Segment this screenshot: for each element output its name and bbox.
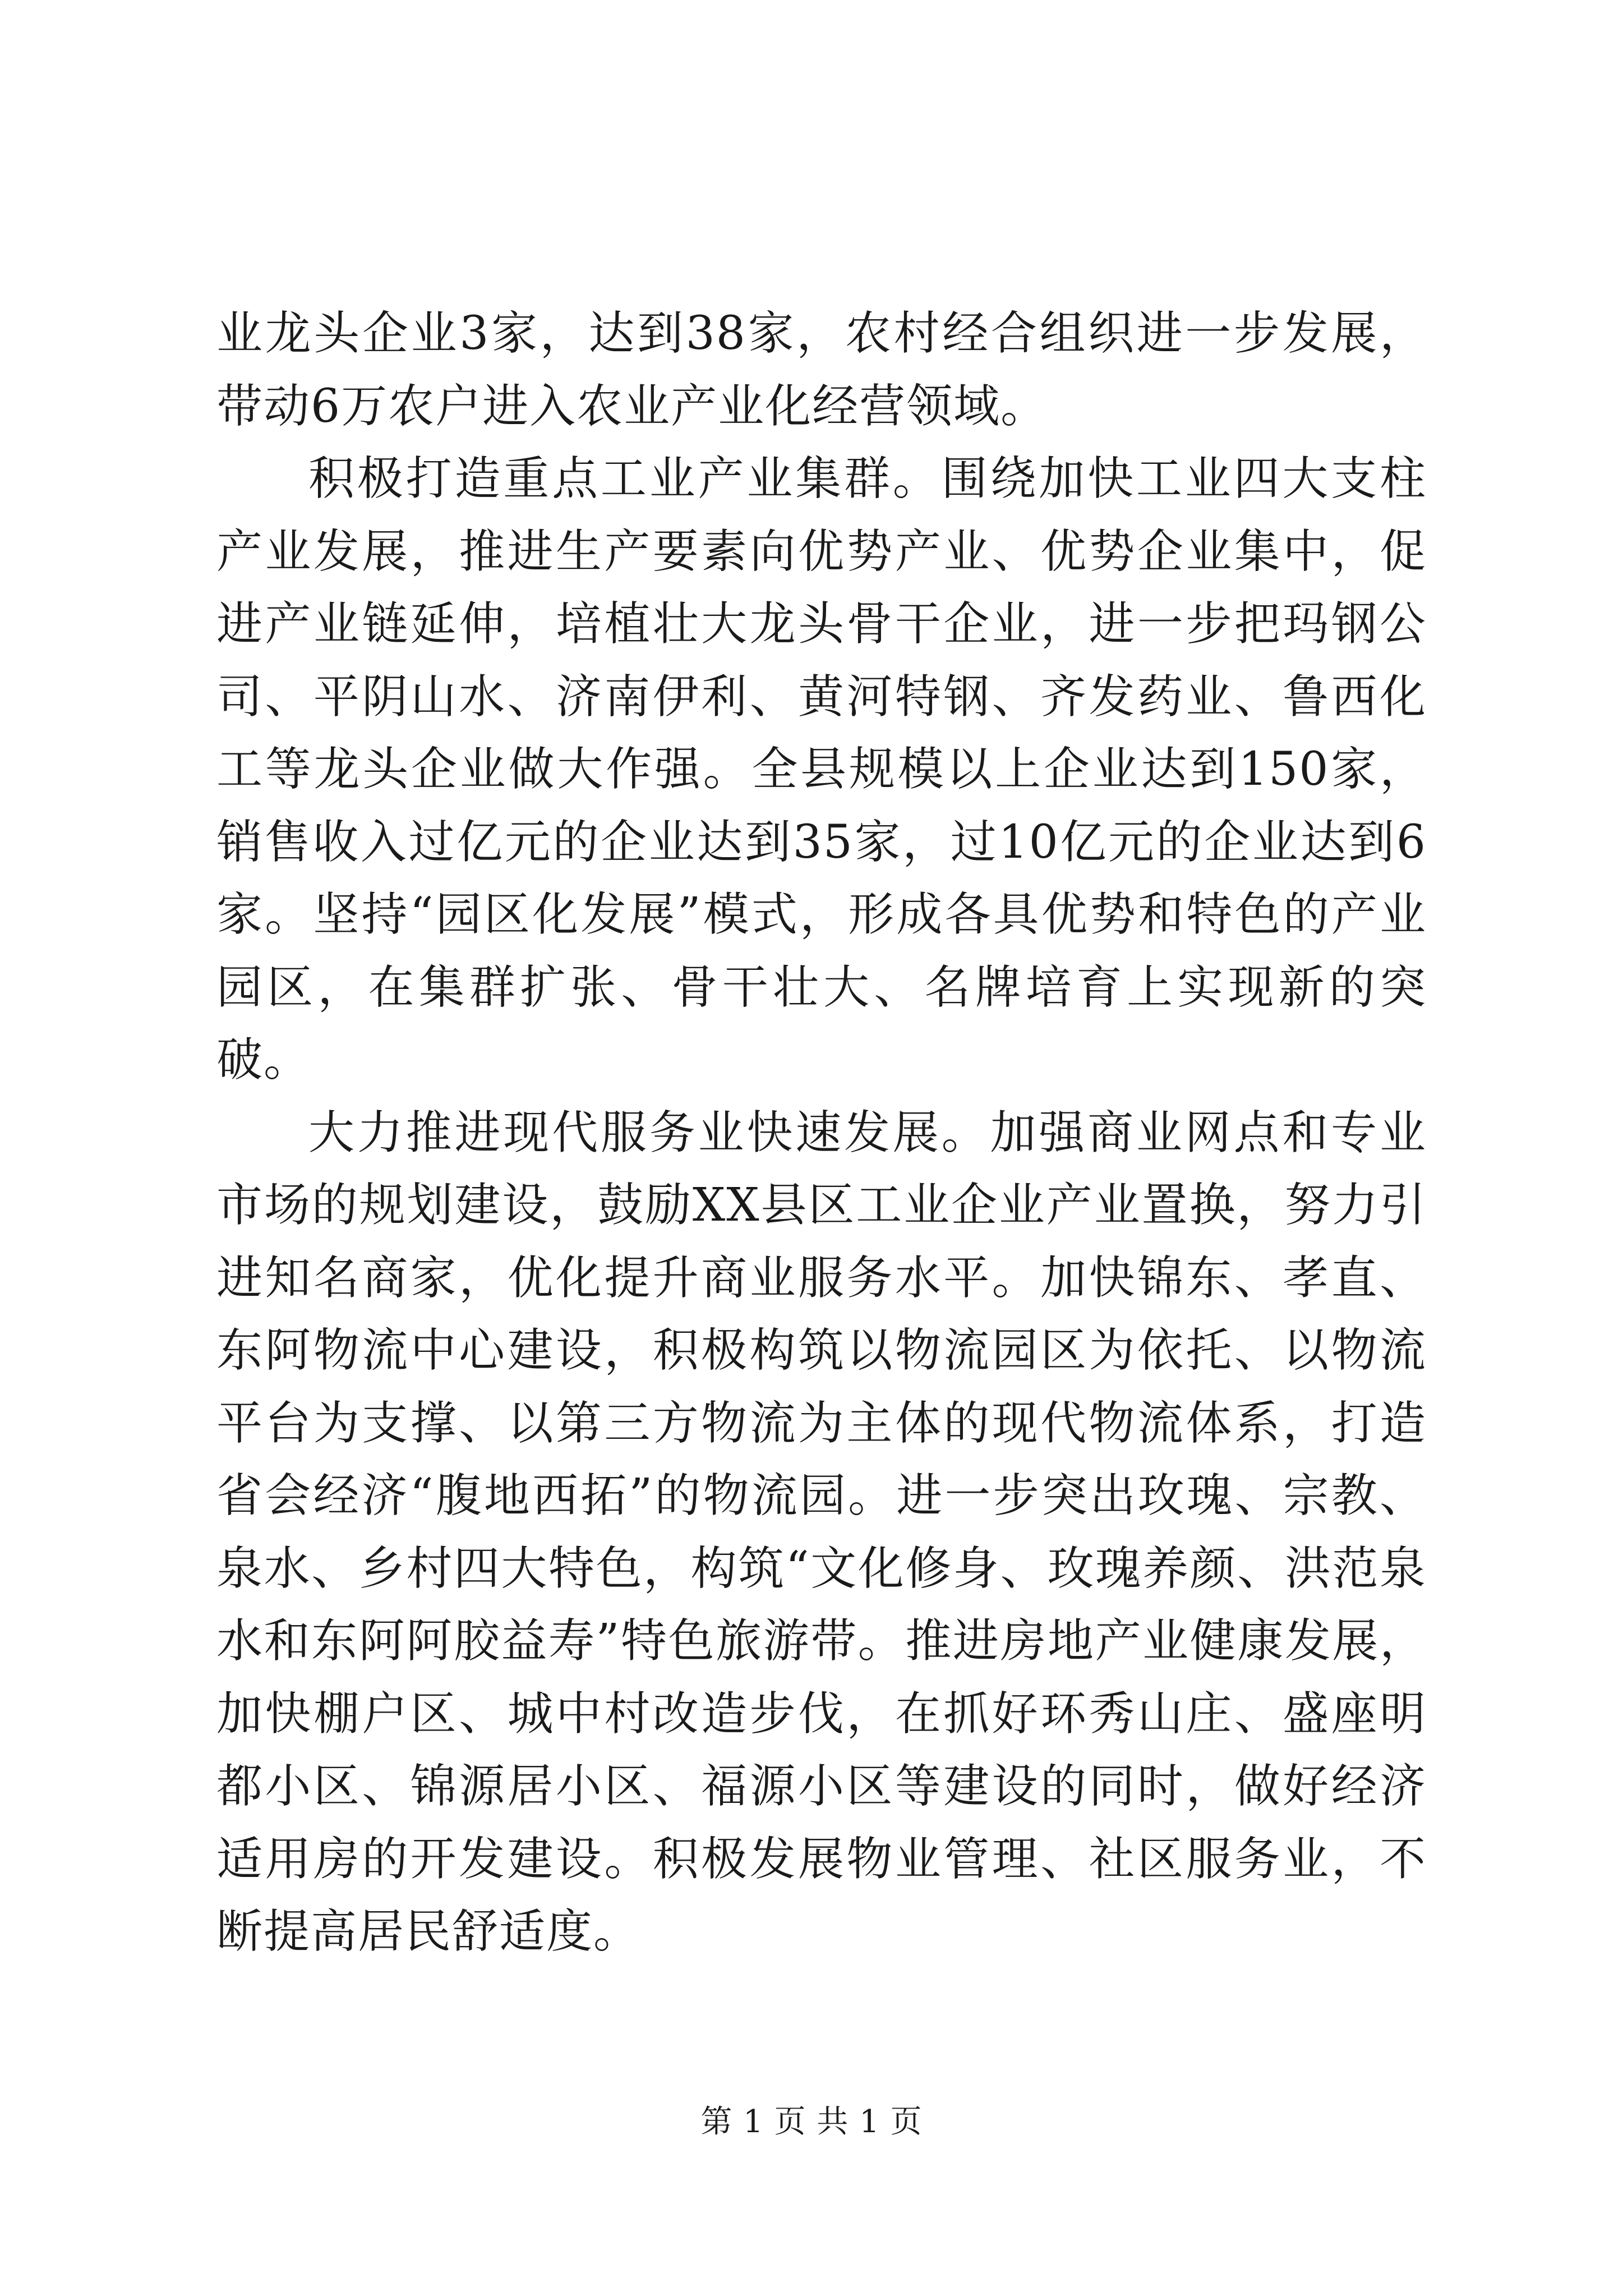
- paragraph-3: 大力推进现代服务业快速发展。加强商业网点和专业市场的规划建设，鼓励XX县区工业企业产业置换，努力引进知名商家，优化提升商业服务水平。加快锦东、孝直、东阿物流中心建设，积极构筑以物流园区为依托、以物流平台为支撑、以第三方物流为主体的现代物流体系，打造省会经济“腹地西拓”的物流园。进一步突出玫瑰、宗教、泉水、乡村四大特色，构筑“文化修身、玫瑰养颜、洪范泉水和东阿阿胶益寿”特色旅游带。推进房地产业健康发展，加快棚户区、城中村改造步伐，在抓好环秀山庄、盛座明都小区、锦源居小区、福源小区等建设的同时，做好经济适用房的开发建设。积极发展物业管理、社区服务业，不断提高居民舒适度。: [216, 1106, 1427, 1958]
- page-footer: 第 1 页 共 1 页: [700, 2104, 923, 2140]
- paragraph-1: 业龙头企业3家，达到38家，农村经合组织进一步发展，带动6万农户进入农业产业化经营领域。: [216, 307, 1427, 433]
- document-body: [216, 297, 1427, 1968]
- paragraph-2: 积极打造重点工业产业集群。围绕加快工业四大支柱产业发展，推进生产要素向优势产业、优势企业集中，促进产业链延伸，培植壮大龙头骨干企业，进一步把玛钢公司、平阴山水、济南伊利、黄河特钢、齐发药业、鲁西化工等龙头企业做大作强。全县规模以上企业达到150家，销售收入过亿元的企业达到35家，过10亿元的企业达到6家。坚持“园区化发展”模式，形成各具优势和特色的产业园区，在集群扩张、骨干壮大、名牌培育上实现新的突破。: [216, 452, 1427, 1087]
